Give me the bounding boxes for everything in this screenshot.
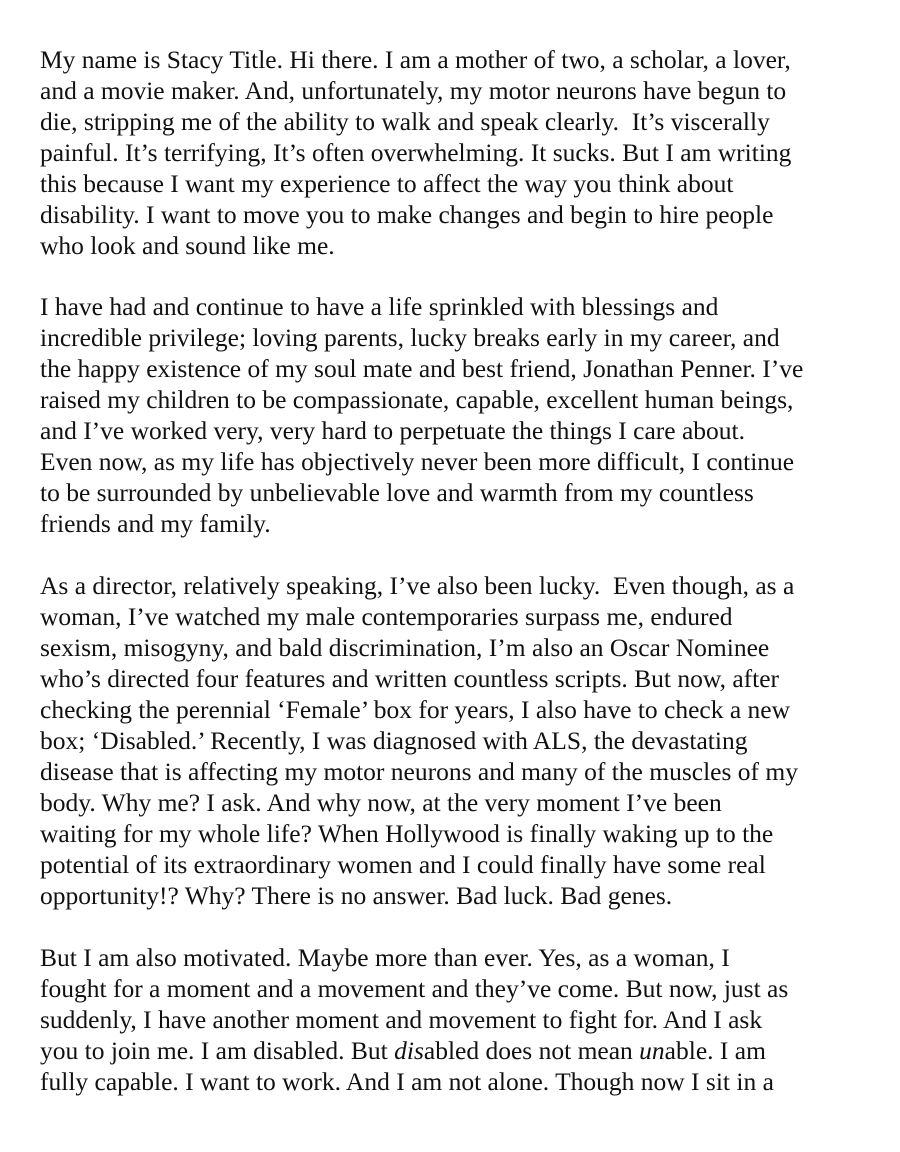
paragraph-line: disease that is affecting my motor neurons and many of the muscles of my: [40, 757, 798, 786]
paragraph-line: But I am also motivated. Maybe more than ever. Yes, as a woman, I: [40, 943, 730, 972]
emphasis-un: un: [639, 1036, 665, 1065]
paragraph-line: woman, I’ve watched my male contemporaries surpass me, endured: [40, 602, 733, 631]
paragraph-3: [40, 570, 870, 911]
paragraph-line: die, stripping me of the ability to walk and speak clearly. It’s viscerally: [40, 107, 770, 136]
line-segment: you to join me. I am disabled. But: [40, 1036, 395, 1065]
paragraph-line: waiting for my whole life? When Hollywood is finally waking up to the: [40, 819, 774, 848]
paragraph-line: As a director, relatively speaking, I’ve also been lucky. Even though, as a: [40, 571, 795, 600]
paragraph-line: sexism, misogyny, and bald discrimination, I’m also an Oscar Nominee: [40, 633, 770, 662]
paragraph-line: this because I want my experience to affect the way you think about: [40, 169, 734, 198]
paragraph-line: incredible privilege; loving parents, lucky breaks early in my career, and: [40, 323, 780, 352]
paragraph-line: the happy existence of my soul mate and best friend, Jonathan Penner. I’ve: [40, 354, 804, 383]
paragraph-4: [40, 942, 870, 1097]
paragraph-line: body. Why me? I ask. And why now, at the very moment I’ve been: [40, 788, 722, 817]
paragraph-line-emphasis: [40, 1035, 870, 1066]
line-segment: abled does not mean: [423, 1036, 640, 1065]
paragraph-line: My name is Stacy Title. Hi there. I am a mother of two, a scholar, a lover,: [40, 45, 791, 74]
paragraph-line: I have had and continue to have a life sprinkled with blessings and: [40, 292, 719, 321]
paragraph-line: checking the perennial ‘Female’ box for years, I also have to check a new: [40, 695, 791, 724]
emphasis-dis: dis: [394, 1036, 424, 1065]
paragraph-line: who look and sound like me.: [40, 231, 335, 260]
paragraph-line: opportunity!? Why? There is no answer. Bad luck. Bad genes.: [40, 881, 673, 910]
paragraph-line: potential of its extraordinary women and I could finally have some real: [40, 850, 766, 879]
paragraph-line: Even now, as my life has objectively never been more difficult, I continue: [40, 447, 795, 476]
paragraph-line: raised my children to be compassionate, capable, excellent human beings,: [40, 385, 794, 414]
paragraph-line: disability. I want to move you to make changes and begin to hire people: [40, 200, 774, 229]
paragraph-line: fully capable. I want to work. And I am not alone. Though now I sit in a: [40, 1067, 774, 1096]
paragraph-line: friends and my family.: [40, 509, 271, 538]
paragraph-line: and a movie maker. And, unfortunately, my motor neurons have begun to: [40, 76, 787, 105]
paragraph-2: [40, 291, 870, 539]
paragraph-line: and I’ve worked very, very hard to perpetuate the things I care about.: [40, 416, 745, 445]
paragraph-line: box; ‘Disabled.’ Recently, I was diagnosed with ALS, the devastating: [40, 726, 748, 755]
paragraph-line: to be surrounded by unbelievable love and warmth from my countless: [40, 478, 754, 507]
paragraph-line: suddenly, I have another moment and movement to fight for. And I ask: [40, 1005, 763, 1034]
paragraph-line: fought for a moment and a movement and they’ve come. But now, just as: [40, 974, 789, 1003]
paragraph-1: [40, 44, 870, 261]
paragraph-line: who’s directed four features and written countless scripts. But now, after: [40, 664, 780, 693]
paragraph-line: painful. It’s terrifying, It’s often overwhelming. It sucks. But I am writing: [40, 138, 792, 167]
line-segment: able. I am: [664, 1036, 766, 1065]
